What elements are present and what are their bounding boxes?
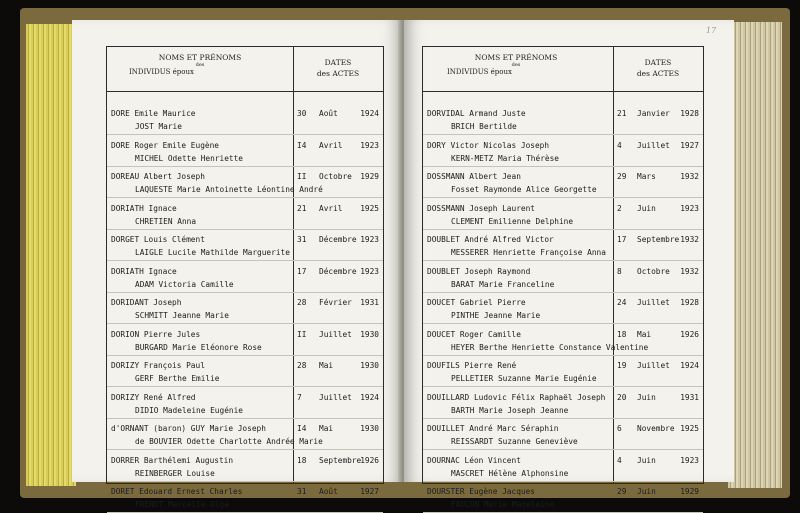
act-month: Mai <box>319 424 334 433</box>
register-entry <box>423 139 703 167</box>
act-month: Mars <box>637 172 656 181</box>
act-month: Juillet <box>637 361 670 370</box>
register-entry <box>107 328 383 356</box>
act-month: Avril <box>319 140 343 150</box>
act-year: 1923 <box>360 140 379 150</box>
groom-name: DOUILLARD Ludovic Félix Raphaël Joseph <box>427 392 606 402</box>
act-year: 1927 <box>360 487 379 496</box>
register-entry <box>107 265 383 293</box>
names-header-des: des <box>511 62 521 68</box>
act-year: 1931 <box>360 298 379 307</box>
register-entry <box>107 391 383 419</box>
register-entry <box>423 422 703 450</box>
register-entry <box>107 170 383 198</box>
bride-name: CHRETIEN Anna <box>135 216 197 226</box>
register-entry <box>107 485 383 513</box>
act-day: 31 <box>297 487 307 496</box>
bride-name: REINBERGER Louise <box>135 468 215 478</box>
groom-name: DORE Roger Emile Eugène <box>111 140 219 150</box>
register-entry <box>107 454 383 482</box>
page-edges-right <box>728 22 782 488</box>
right-register-table <box>422 46 704 509</box>
act-year: 1923 <box>360 266 379 276</box>
dates-header-sub: des ACTES <box>636 69 680 79</box>
act-day: 4 <box>617 140 622 150</box>
groom-name: DOSSMANN Joseph Laurent <box>427 203 535 213</box>
groom-name: DORVIDAL Armand Juste <box>427 109 526 118</box>
bride-name: JOST Marie <box>135 122 182 131</box>
act-day: 24 <box>617 298 627 307</box>
act-year: 1929 <box>360 172 379 181</box>
bride-name: REISSARDT Suzanne Geneviève <box>451 437 578 446</box>
act-month: Juin <box>637 203 656 213</box>
act-day: II <box>297 172 307 181</box>
act-year: 1927 <box>680 140 699 150</box>
act-month: Mai <box>319 361 334 370</box>
act-day: 30 <box>297 109 307 118</box>
act-year: 1930 <box>360 329 379 339</box>
act-day: I4 <box>297 140 307 150</box>
right-page <box>404 20 734 509</box>
act-day: 17 <box>617 235 627 244</box>
act-month: Juin <box>637 392 656 402</box>
act-year: 1926 <box>680 329 699 339</box>
act-month: Juillet <box>637 298 670 307</box>
groom-name: d'ORNANT (baron) GUY Marie Joseph <box>111 424 266 433</box>
groom-name: DORIATH Ignace <box>111 266 177 276</box>
register-entry <box>423 265 703 293</box>
groom-name: DOREAU Albert Joseph <box>111 172 205 181</box>
act-year: 1928 <box>680 298 699 307</box>
act-year: 1932 <box>680 235 699 244</box>
groom-name: DOUBLET André Alfred Victor <box>427 235 554 244</box>
names-header-title: NOMS ET PRÉNOMS <box>158 53 242 62</box>
act-day: 21 <box>297 203 307 213</box>
act-year: 1924 <box>360 109 379 118</box>
act-year: 1929 <box>680 487 699 496</box>
page-edges-left <box>26 24 76 486</box>
bride-name: KERN-METZ Maria Thérèse <box>451 153 559 163</box>
groom-name: DORGET Louis Clément <box>111 235 205 244</box>
act-day: 7 <box>297 392 302 402</box>
act-month: Septembre <box>637 235 680 244</box>
register-entry <box>423 454 703 482</box>
act-day: 18 <box>617 329 627 339</box>
bride-name: SCHMITT Jeanne Marie <box>135 311 229 320</box>
act-month: Mai <box>637 329 652 339</box>
act-month: Février <box>319 298 352 307</box>
groom-name: DOUCET Gabriel Pierre <box>427 298 526 307</box>
act-day: 8 <box>617 266 622 276</box>
register-entry <box>423 391 703 419</box>
bride-name: de BOUVIER Odette Charlotte Andrée Marie <box>135 437 323 446</box>
act-year: 1925 <box>360 203 379 213</box>
act-year: 1930 <box>360 361 379 370</box>
names-header <box>423 53 609 76</box>
act-year: 1924 <box>360 392 379 402</box>
register-entry <box>107 139 383 167</box>
groom-name: DOUBLET Joseph Raymond <box>427 266 531 276</box>
act-month: Juillet <box>319 392 352 402</box>
act-year: 1930 <box>360 424 379 433</box>
bride-name: FRENOT Marcelle Olga <box>135 500 229 509</box>
act-year: 1932 <box>680 172 699 181</box>
groom-name: DOURSTER Eugène Jacques <box>427 487 535 496</box>
bride-name: BURGARD Marie Eléonore Rose <box>135 342 262 352</box>
register-entry <box>107 296 383 324</box>
groom-name: DORE Emile Maurice <box>111 109 196 118</box>
names-header-individus: INDIVIDUS époux <box>129 68 194 76</box>
register-entry <box>107 202 383 230</box>
left-register-table <box>106 46 384 509</box>
groom-name: DORIZY François Paul <box>111 361 205 370</box>
groom-name: DOUFILS Pierre René <box>427 361 517 370</box>
register-entry <box>423 170 703 198</box>
act-day: 18 <box>297 455 307 465</box>
dates-header-sub: des ACTES <box>316 69 360 79</box>
bride-name: BARAT Marie Franceline <box>451 279 555 289</box>
act-year: 1932 <box>680 266 699 276</box>
bride-name: BARTH Marie Joseph Jeanne <box>451 405 569 415</box>
act-day: 6 <box>617 424 622 433</box>
act-year: 1923 <box>680 203 699 213</box>
bride-name: Fosset Raymonde Alice Georgette <box>451 185 597 194</box>
dates-header <box>613 57 703 80</box>
act-month: Juin <box>637 455 656 465</box>
act-month: Janvier <box>637 109 670 118</box>
groom-name: DOUCET Roger Camille <box>427 329 521 339</box>
act-month: Août <box>319 487 338 496</box>
groom-name: DOUILLET André Marc Séraphin <box>427 424 559 433</box>
bride-name: LAIGLE Lucile Mathilde Marguerite <box>135 248 290 257</box>
register-entry <box>423 485 703 513</box>
groom-name: DORIDANT Joseph <box>111 298 182 307</box>
bride-name: GERF Berthe Emilie <box>135 374 220 383</box>
groom-name: DOURNAC Léon Vincent <box>427 455 521 465</box>
act-month: Juillet <box>319 329 352 339</box>
act-day: 19 <box>617 361 627 370</box>
register-entry <box>423 233 703 261</box>
act-month: Octobre <box>319 172 352 181</box>
groom-name: DOSSMANN Albert Jean <box>427 172 521 181</box>
act-month: Avril <box>319 203 343 213</box>
header-rule <box>423 91 703 92</box>
act-day: 20 <box>617 392 627 402</box>
act-day: 28 <box>297 298 307 307</box>
act-day: 21 <box>617 109 627 118</box>
page-number-mark: 17 <box>706 26 717 35</box>
groom-name: DORY Victor Nicolas Joseph <box>427 140 550 150</box>
act-year: 1928 <box>680 109 699 118</box>
bride-name: PINTHE Jeanne Marie <box>451 311 541 320</box>
bride-name: MASCRET Hélène Alphonsine <box>451 468 569 478</box>
groom-name: DORION Pierre Jules <box>111 329 201 339</box>
act-year: 1925 <box>680 424 699 433</box>
names-header-title: NOMS ET PRÉNOMS <box>474 53 558 62</box>
act-month: Octobre <box>637 266 670 276</box>
bride-name: PELLETIER Suzanne Marie Eugénie <box>451 374 597 383</box>
register-entry <box>107 422 383 450</box>
groom-name: DORIZY René Alfred <box>111 392 196 402</box>
act-day: 2 <box>617 203 622 213</box>
bride-name: DIDIO Madeleine Eugénie <box>135 405 243 415</box>
names-header-individus: INDIVIDUS époux <box>447 68 512 76</box>
act-month: Août <box>319 109 338 118</box>
header-rule <box>107 91 383 92</box>
act-month: Décembre <box>319 266 357 276</box>
register-entry <box>423 359 703 387</box>
act-day: 31 <box>297 235 307 244</box>
act-year: 1923 <box>360 235 379 244</box>
register-entry <box>423 328 703 356</box>
register-entry <box>107 359 383 387</box>
bride-name: MICHEL Odette Henriette <box>135 153 243 163</box>
act-day: 4 <box>617 455 622 465</box>
bride-name: HEYER Berthe Henriette Constance Valentine <box>451 342 649 352</box>
act-year: 1926 <box>360 455 379 465</box>
act-day: I4 <box>297 424 307 433</box>
bride-name: CLEMENT Emilienne Delphine <box>451 216 574 226</box>
act-day: 29 <box>617 172 627 181</box>
dates-header-title: DATES <box>324 58 352 67</box>
act-month: Septembre <box>319 455 362 465</box>
bride-name: LAQUESTE Marie Antoinette Léontine André <box>135 185 323 194</box>
act-year: 1923 <box>680 455 699 465</box>
names-header <box>107 53 293 76</box>
register-entry <box>107 107 383 135</box>
act-year: 1924 <box>680 361 699 370</box>
bride-name: FAUCON Marie Madeleine <box>451 500 555 509</box>
register-entry <box>423 202 703 230</box>
groom-name: DORRER Barthélemi Augustin <box>111 455 234 465</box>
groom-name: DORET Edouard Ernest Charles <box>111 487 243 496</box>
register-entry <box>107 233 383 261</box>
bride-name: BRICH Bertilde <box>451 122 517 131</box>
bride-name: MESSERER Henriette Françoise Anna <box>451 248 606 257</box>
bride-name: ADAM Victoria Camille <box>135 279 234 289</box>
register-entry <box>423 107 703 135</box>
act-month: Décembre <box>319 235 357 244</box>
left-page <box>72 20 402 509</box>
act-day: II <box>297 329 307 339</box>
act-day: 28 <box>297 361 307 370</box>
act-month: Juin <box>637 487 656 496</box>
dates-header-title: DATES <box>644 58 672 67</box>
act-year: 1931 <box>680 392 699 402</box>
groom-name: DORIATH Ignace <box>111 203 177 213</box>
act-month: Juillet <box>637 140 670 150</box>
act-day: 17 <box>297 266 307 276</box>
act-month: Novembre <box>637 424 675 433</box>
names-header-des: des <box>195 62 205 68</box>
act-day: 29 <box>617 487 627 496</box>
dates-header <box>293 57 383 80</box>
register-entry <box>423 296 703 324</box>
